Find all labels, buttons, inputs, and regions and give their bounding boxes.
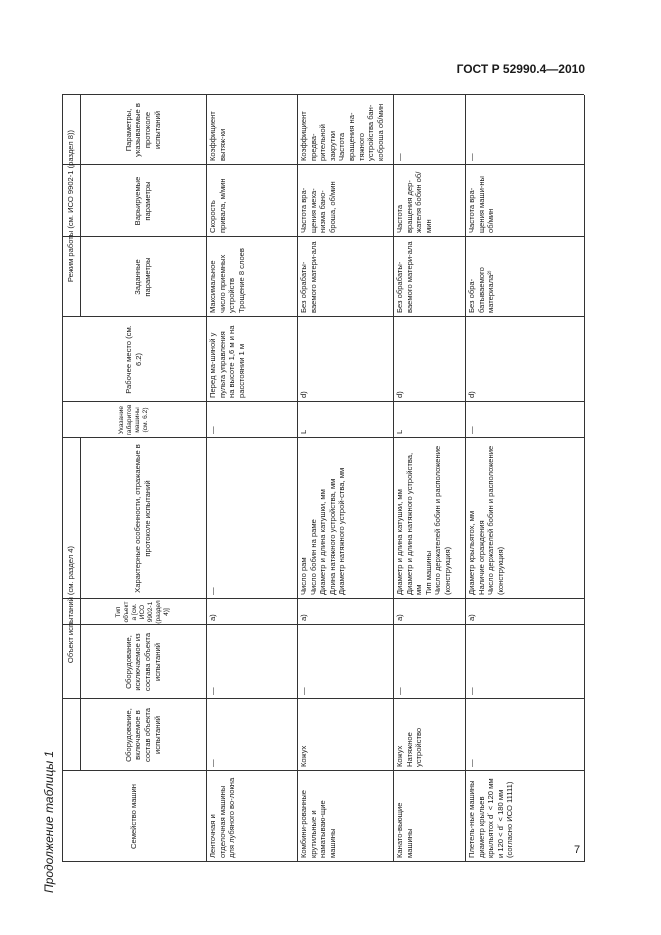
- cell-dimensions: —: [208, 426, 217, 434]
- col-header-included: Оборудование, включаемое в состав объекта испытаний: [123, 708, 162, 762]
- border-line: [584, 95, 585, 862]
- cell-var-params: Частота вращения дер-жателя бобин об/мин: [395, 171, 433, 233]
- cell-family: Канато-вьющие машины: [395, 802, 414, 858]
- cell-excluded: —: [395, 687, 404, 695]
- cell-included: —: [467, 759, 476, 767]
- col-header-family: Семейство машин: [129, 784, 139, 849]
- page-number: 7: [574, 844, 581, 856]
- cell-var-params: Частота вра-щения маши-ны об/мин: [467, 175, 496, 233]
- group-header-object: Объект испытаний (см. раздел 4): [66, 545, 76, 664]
- cell-report-params: —: [395, 153, 404, 161]
- document-code: ГОСТ Р 52990.4—2010: [456, 62, 585, 76]
- col-header-dimensions: Указание габаритов машины (см. 6.2): [118, 404, 149, 436]
- cell-set-params: Без обрабаты-ваемого матери-ала: [299, 241, 318, 313]
- cell-report-params: Коэффициент вытяж-ки: [208, 111, 227, 161]
- col-header-excluded: Оборудование, исключаемое из состава объекта испытаний: [123, 632, 162, 692]
- cell-workplace: Перед ма-шиной у пульта управления на высоте 1,6 м и на расстоянии 1 м: [208, 325, 246, 398]
- cell-included: —: [208, 759, 217, 767]
- col-header-var-params: Варьируемые параметры: [133, 176, 152, 226]
- cell-workplace: d): [299, 391, 308, 398]
- col-header-type: Тип объекта [см. ИСО 9902-1 (раздел 4)]: [115, 600, 170, 624]
- cell-family: Ленточная и отделочная машины для лубяного во-локна: [208, 777, 237, 858]
- cell-features: —: [208, 587, 217, 595]
- cell-family: Плетель-ные машины диаметр крыльев крыльятох d´ < 120 мм и 120 < d´ < 180 мм (согласно ИСО 11111): [467, 778, 515, 858]
- col-header-workplace: Рабочее место (см. 6.2): [124, 325, 143, 394]
- cell-included: Кожух: [299, 745, 308, 767]
- cell-dimensions: L: [395, 429, 404, 434]
- col-header-report-params: Параметры, указываемые в протоколе испытаний: [123, 103, 162, 157]
- cell-report-params: Коэффициент предва-рительной закрутки Частота вращения на-тяжного устройства бан-коброша об/мин: [299, 103, 385, 161]
- cell-features: Диаметр и длина катушки, мм Диаметр и длина натяжного устройства, мм Тип машины Число держателей бобин и расположение (конструкция): [395, 445, 452, 595]
- cell-type: а): [208, 614, 217, 621]
- cell-workplace: d): [395, 391, 404, 398]
- cell-dimensions: —: [467, 426, 476, 434]
- col-header-set-params: Заданные параметры: [133, 257, 152, 297]
- cell-set-params: Без обра-батываемого материала²⁾: [467, 267, 496, 313]
- cell-dimensions: L: [299, 429, 308, 434]
- cell-report-params: —: [467, 153, 476, 161]
- cell-set-params: Без обрабаты-ваемого матери-ала: [395, 241, 414, 313]
- cell-excluded: —: [467, 687, 476, 695]
- table-continuation-title: Продолжение таблицы 1: [42, 750, 56, 893]
- cell-family: Комбини-рованные крутильные и наматываю-щие машины: [299, 789, 337, 858]
- cell-workplace: d): [467, 391, 476, 398]
- cell-included: Кожух Натяжное устройство: [395, 727, 424, 767]
- cell-excluded: —: [208, 687, 217, 695]
- cell-type: а): [467, 614, 476, 621]
- cell-features: Диаметр крыльятох, мм Наличие ограждения Число держателей бобин и расположение (конструкция): [467, 445, 505, 595]
- cell-type: а): [395, 614, 404, 621]
- cell-excluded: —: [299, 687, 308, 695]
- cell-var-params: Скорость привала, м/мин: [208, 178, 227, 233]
- rotated-table: [62, 95, 584, 862]
- cell-var-params: Частота вра-щения меха-низма бано-броша, об/мин: [299, 181, 337, 233]
- cell-set-params: Максимальное число приемных устройств Трощение 8 слоев: [208, 248, 246, 313]
- cell-type: а): [299, 614, 308, 621]
- cell-features: Число рам Число бобин на раме Диаметр и длина катушки, мм Длина натяжного устройства, мм Диаметр натяжного устрой-ства, мм: [299, 467, 347, 595]
- group-header-modes: Режим работы (см. ИСО 9902-1 (раздел 8)): [66, 129, 76, 283]
- col-header-features: Характерные особенности, отражаемые в протоколе испытаний: [133, 444, 152, 593]
